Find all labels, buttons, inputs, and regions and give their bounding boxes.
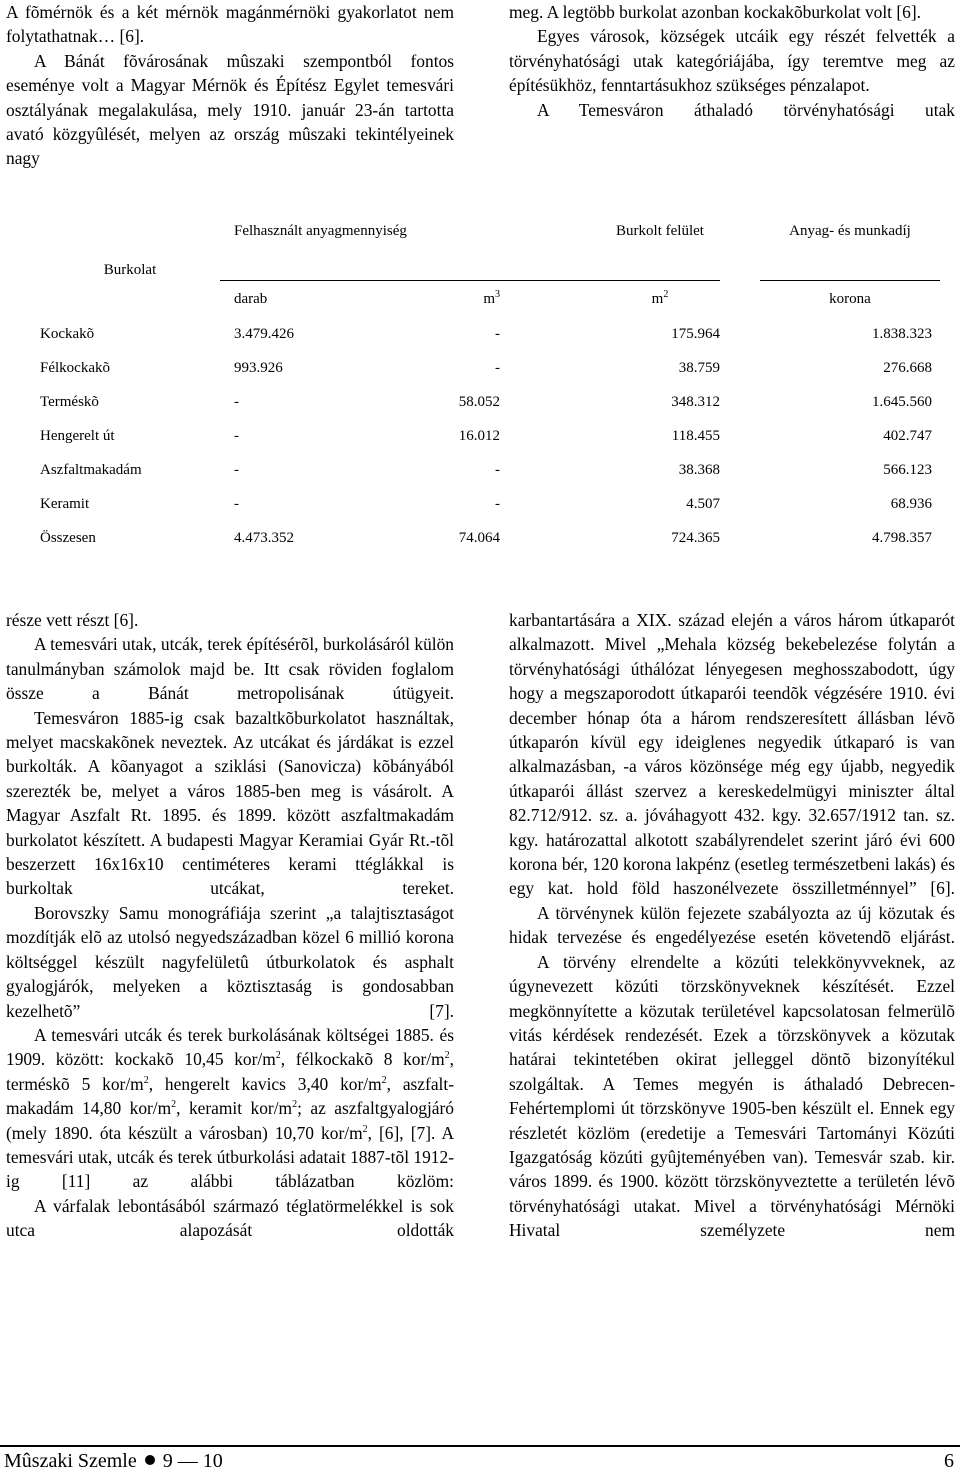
paragraph: Temesváron 1885-ig csak bazaltkõburkolatot használtak, melyet macskakõnek neveztek. Az utcákat és járdákat is ezzel burkolták. A kõanyagot a sziklási (Sanovicza) kõbányából szerezték be, melyet a város 1885-ben meg is vásárolt. A Magyar Aszfalt Rt. 1895. és 1899. között aszfaltmakadám burkolatot készített. A budapesti Magyar Keramiai Gyár Rt.-tõl beszerzett 16x16x10 centiméteres kerami ttéglákkal is burkoltak utcákat, tereket.: [6, 707, 454, 899]
table-row: [40, 487, 940, 521]
cell-m3: -: [495, 326, 500, 342]
table-row: [40, 419, 940, 453]
paragraph: része vett részt [6].: [6, 610, 139, 630]
paragraph: Borovszky Samu monográfiája szerint „a talajtisztaságot mozdítják elõ az utolsó negyedszázadban közel 6 millió korona költséggel készült nagyfelületû útburkolatok és asphalt gyalogjárók, melyeken a köztisztaság is gondosabban kezelhetõ” [7].: [6, 902, 454, 1021]
table-row: [40, 521, 940, 555]
text-column-left-top: [6, 0, 454, 171]
cell-korona: 68.936: [890, 496, 932, 512]
cell-darab: -: [234, 496, 239, 512]
header-surface: Burkolt felület: [600, 218, 720, 281]
unit-m2: $m^2$: [651, 289, 669, 307]
journal-title: Mûszaki Szemle: [4, 1450, 137, 1472]
paragraph: A Bánát fõvárosának mûszaki szempontból fontos eseménye volt a Magyar Mérnök és Építész Egylet temesvári osztályának megalakulása, mely 1910. január 23-án tartotta avató közgyûlését, melyen az ország mûszaki tekintélyeinek nagy: [6, 50, 454, 169]
table-row: [40, 317, 940, 351]
cell-m2: 348.312: [671, 394, 720, 410]
cell-korona: 566.123: [883, 462, 932, 478]
table-row: [40, 385, 940, 419]
cell-korona: 1.645.560: [872, 394, 932, 410]
cell-korona: 402.747: [883, 428, 932, 444]
table-header-row: [40, 218, 940, 281]
row-name: Kockakõ: [40, 326, 95, 342]
cell-m2: 175.964: [671, 326, 720, 342]
cell-m3: -: [495, 462, 500, 478]
cell-m3: -: [495, 496, 500, 512]
paragraph: karbantartására a XIX. század elején a város három útkaparót alkalmazott. Mivel „Mehala község bekebelezése folytán a törvényhatósági úthálózat lényegesen meghosszabodott, úgy hogy a megszaporodott útkaparói teendõk végzésére 1910. évi december hónap óta a három rendszeresített állásban lévõ útkaparón kívül egy ideiglenes negyedik útkaparó is van alkalmazásban, -a város közönsége még egy újabb, negyedik útkaparói állást szervez a kereskedelmügyi miniszter által 82.712/912. sz. a. jóváhagyott 432. kgy. 32.657/1912 tan. sz. kgy. határozattal alkotott szabályrendelet szerint járó évi 600 korona bér, 120 korona lakpénz (esetleg természetbeni lakás) és egy kat. hold föld haszonélvezete összilletménnyel” [6].: [509, 610, 955, 899]
cell-m2: 724.365: [671, 530, 720, 546]
issue-number: 9 — 10: [162, 1450, 223, 1472]
cell-korona: 4.798.357: [872, 530, 932, 546]
cell-korona: 276.668: [883, 360, 932, 376]
paragraph: A törvény elrendelte a közúti telekkönyvveknek, az úgynevezett közúti törzskönyveknek készítését. Ezzel megkönnyítette a közutak területével kapcsolatosan felmerülõ vitás kérdések rendezését. Ezek a törzskönyvek a közutak határai tekintetében okirat jelleggel döntõ bizonyítékul szolgáltak. A Temes megyén is áthaladó Debrecen-Fehértemplomi út törzskönyve 1905-ben készült el. Ennek egy részletét közlöm (eredetije a Temesvári Tartományi Közúti Igazgatóság közúti gyûjteményében van). Temesvár szab. kir. város 1899. és 1900. között törzskönyveztette a területén lévõ törvényhatósági utakat. Mivel a törvényhatósági Mérnöki Hivatal személyzete nem: [509, 951, 955, 1241]
paving-data-table: [40, 218, 940, 555]
page-number: 6: [944, 1450, 954, 1472]
table-row: [40, 351, 940, 385]
unit-darab: darab: [234, 291, 268, 307]
cell-m2: 4.507: [686, 496, 720, 512]
paragraph: meg. A legtöbb burkolat azonban kockakõburkolat volt [6].: [509, 2, 921, 22]
text-column-right-top: [509, 0, 955, 122]
header-cost: Anyag- és munkadíj: [760, 218, 940, 281]
unit-m3: $m^3$: [483, 289, 500, 307]
row-name: Keramit: [40, 496, 90, 512]
cell-m3: 74.064: [458, 530, 500, 546]
cell-darab: 4.473.352: [234, 530, 294, 546]
cell-darab: 3.479.426: [234, 326, 294, 342]
paragraph-costs: A temesvári utcák és terek burkolásának költségei 1885. és 1909. között: kockakõ 10,45 kor/$m^2$, félkockakõ 8 kor/$m^2$, terméskõ 5 kor/$m^2$, hengerelt kavics 3,40 kor/$m^2$, aszfalt-makadám 14,80 kor/$m^2$, keramit kor/$m^2$; az aszfaltgyalogjáró (mely 1890. óta készült a városban) 10,70 kor/$m^2$, [6], [7]. A temesvári utak, utcák és terek útburkolási adatait 1887-tõl 1912-ig [11] az alábbi táblázatban közlöm:: [6, 1024, 454, 1192]
bullet-icon: [145, 1455, 155, 1465]
cell-m2: 38.368: [678, 462, 720, 478]
cell-darab: -: [234, 394, 239, 410]
cell-darab: -: [234, 428, 239, 444]
footer-journal: [4, 1450, 223, 1473]
cell-m3: -: [495, 360, 500, 376]
cell-darab: -: [234, 462, 239, 478]
row-name: Terméskõ: [40, 394, 99, 410]
paragraph: A törvénynek külön fejezete szabályozta az új közutak és hidak tervezése és engedélyezése esetén követendõ eljárást.: [509, 902, 955, 948]
header-burkolat: Burkolat: [103, 261, 157, 278]
paragraph: A temesvári utak, utcák, terek építésérõl, burkolásáról külön tanulmányban számolok majd be. Itt csak röviden foglalom össze a Bánát metropolisának útügyeit.: [6, 634, 454, 704]
cell-darab: 993.926: [234, 360, 283, 376]
row-name: Összesen: [40, 530, 96, 546]
row-name: Hengerelt út: [40, 428, 115, 444]
table-row: [40, 453, 940, 487]
text-column-right-bottom: [509, 608, 955, 1243]
paragraph: A Temesváron áthaladó törvényhatósági utak: [537, 99, 955, 120]
footer-rule: [0, 1445, 960, 1447]
cell-m3: 16.012: [458, 428, 500, 444]
cell-m2: 118.455: [671, 428, 720, 444]
paragraph: Egyes városok, községek utcáik egy részét felvették a törvényhatósági utak kategóriájába, így teremtve meg az építésükhöz, fenntartásukhoz szükséges pénzalapot.: [509, 26, 955, 96]
paragraph: A várfalak lebontásából származó téglatörmelékkel is sok utca alapozását oldották: [6, 1195, 454, 1241]
cell-m2: 38.759: [678, 360, 720, 376]
cell-m3: 58.052: [458, 394, 500, 410]
header-material: Felhasznált anyagmennyiség: [220, 218, 600, 281]
row-name: Félkockakõ: [40, 360, 110, 376]
cell-korona: 1.838.323: [872, 326, 932, 342]
unit-korona: korona: [829, 291, 871, 307]
paragraph: A fõmérnök és a két mérnök magánmérnöki gyakorlatot nem folytathatnak… [6].: [6, 2, 454, 47]
text-column-left-bottom: [6, 608, 454, 1243]
row-name: Aszfaltmakadám: [40, 462, 142, 478]
